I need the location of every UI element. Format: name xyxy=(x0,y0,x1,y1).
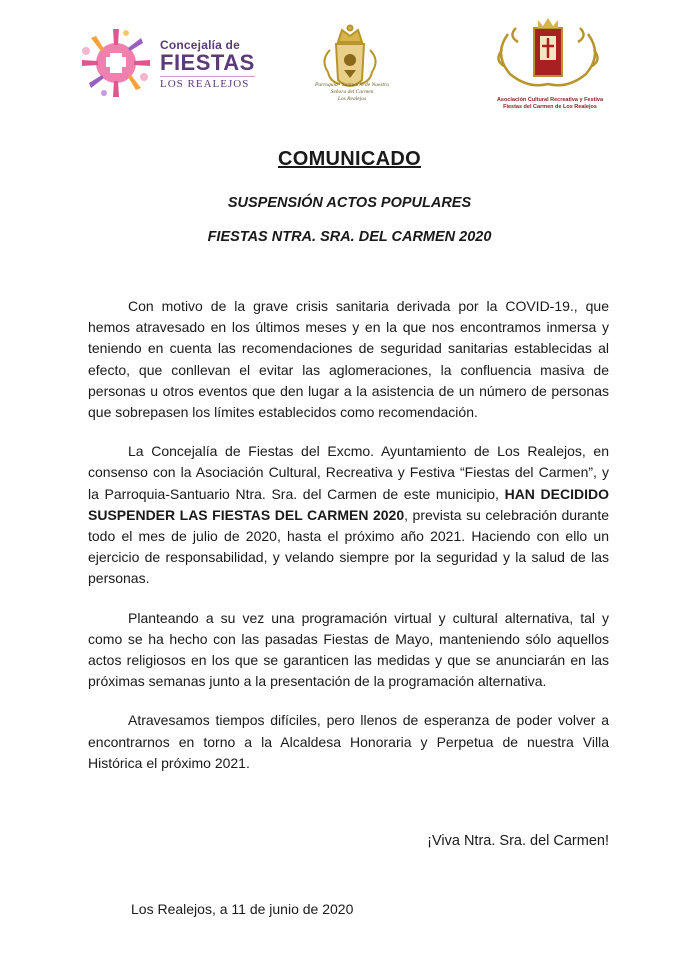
paragraph-2 xyxy=(88,441,609,589)
fiestas-logo-line3: LOS REALEJOS xyxy=(160,76,255,90)
document-subtitle-1: SUSPENSIÓN ACTOS POPULARES xyxy=(227,195,472,211)
paragraph-2-end: , prevista su celebración durante todo el mes de julio de 2020, hasta el próximo año 2021. Haciendo con ello un ejercicio de responsabilidad, y velando siempre por la seguridad y la salud de las personas. xyxy=(88,506,609,587)
paragraph-2-start: La Concejalía de Fiestas del Excmo. Ayuntamiento de Los Realejos, en consenso con la Asociación Cultural, Recreativa y Festiva “Fiestas del Carmen”, y la Parroquia-Santuario Ntra. Sra. del Carmen de este municipio, xyxy=(88,443,609,502)
paragraph-3: Planteando a su vez una programación virtual y cultural alternativa, tal y como se ha hecho con las pasadas Fiestas de Mayo, manteniendo sólo aquellos actos religiosos en los que se garanticen las medidas y que se anunciarán en las próximas semanas junto a la presentación de la programación alternativa. xyxy=(88,609,609,690)
paragraph-2-bold: HAN DECIDIDO SUSPENDER LAS FIESTAS DEL CARMEN 2020 xyxy=(88,485,610,523)
parroquia-caption-line2: Señora del Carmen xyxy=(330,89,374,95)
asociacion-crest-icon xyxy=(488,14,608,94)
asociacion-caption-line1: Asociación Cultural Recreativa y Festiva xyxy=(496,97,604,103)
letterhead xyxy=(0,0,699,130)
document-title: COMUNICADO xyxy=(278,148,421,170)
document-subtitle-2: FIESTAS NTRA. SRA. DEL CARMEN 2020 xyxy=(207,229,492,245)
fiestas-logo-line1: Concejalía de xyxy=(160,38,240,52)
paragraph-1: Con motivo de la grave crisis sanitaria derivada por la COVID-19., que hemos atravesado en los últimos meses y en la que nos encontramos inmersa y teniendo en cuenta las recomendaciones de seguridad sanitarias establecidas al efecto, que conllevan el evitar las aglomeraciones, la confluencia masiva de personas u otros eventos que den lugar a la asistencia de un número de personas que sobrepasen los límites establecidos como recomendación. xyxy=(88,298,609,421)
closing-line: ¡Viva Ntra. Sra. del Carmen! xyxy=(427,833,609,849)
asociacion-caption-line2: Fiestas del Carmen de Los Realejos xyxy=(503,104,597,110)
fiestas-burst-icon xyxy=(82,28,160,98)
parroquia-caption xyxy=(302,82,402,103)
document-body xyxy=(88,296,609,792)
fiestas-logo xyxy=(82,28,262,98)
parroquia-caption-line1: Parroquia · Santuario de Nuestra xyxy=(315,82,389,88)
parroquia-caption-line3: Los Realejos xyxy=(337,96,367,102)
parroquia-crest-icon xyxy=(300,20,400,120)
paragraph-4: Atravesamos tiempos difíciles, pero llenos de esperanza de poder volver a encontrarnos en torno a la Alcaldesa Honoraria y Perpetua de nuestra Villa Histórica el próximo 2021. xyxy=(88,712,609,771)
fiestas-logo-line2: FIESTAS xyxy=(160,50,255,75)
dateline: Los Realejos, a 11 de junio de 2020 xyxy=(131,901,354,917)
asociacion-caption xyxy=(470,97,630,111)
